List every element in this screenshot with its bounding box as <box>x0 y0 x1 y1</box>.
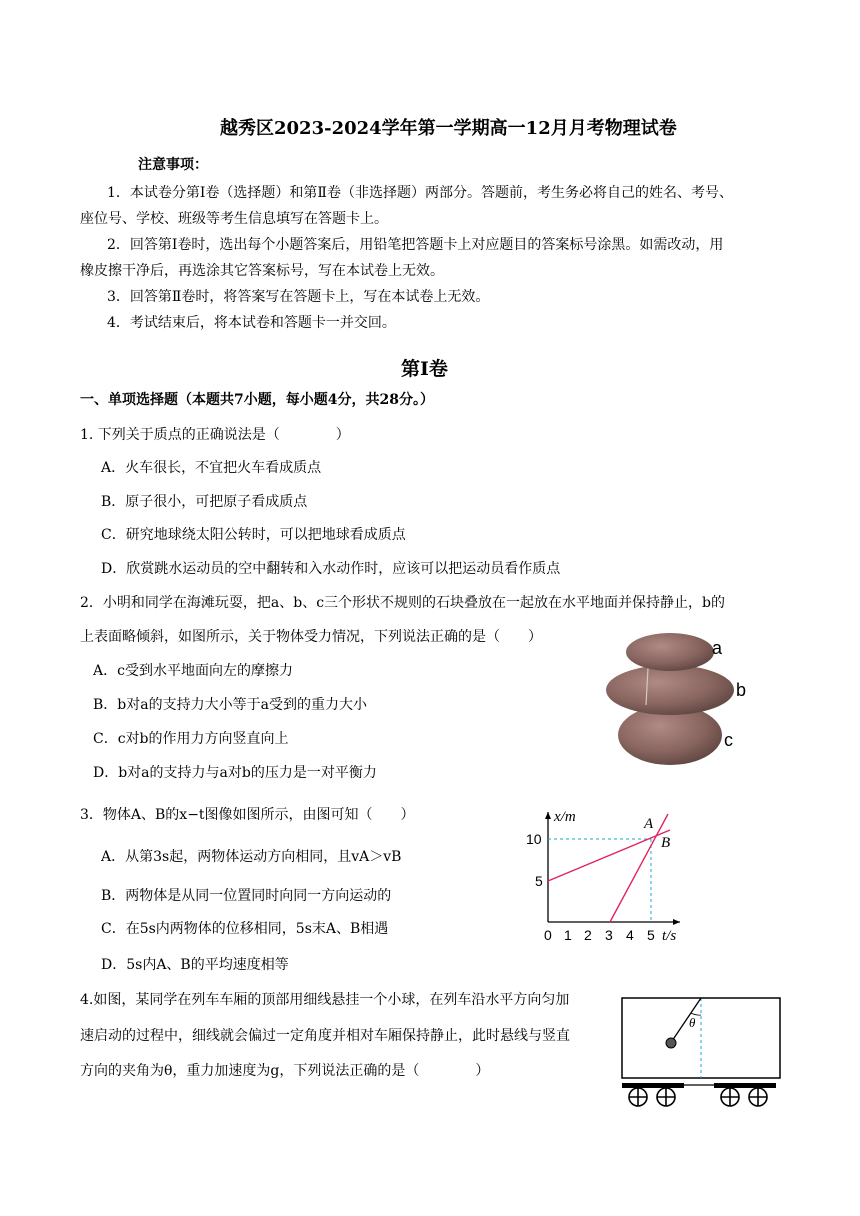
hanging-ball <box>666 1038 676 1048</box>
stone-b <box>606 665 734 715</box>
q2-option-d: D．b对a的支持力与a对b的压力是一对平衡力 <box>93 765 377 781</box>
stone-label-b: b <box>736 680 747 700</box>
x-tick-1: 1 <box>564 927 572 943</box>
y-tick-10: 10 <box>526 831 542 847</box>
y-tick-5: 5 <box>535 873 543 889</box>
x-tick-5: 5 <box>647 927 655 943</box>
x-t-graph <box>520 806 700 946</box>
q3-option-d: D．5s内A、B的平均速度相等 <box>101 957 289 973</box>
q1-option-a: A．火车很长，不宜把火车看成质点 <box>101 460 322 476</box>
part1-heading: 一、单项选择题（本题共7小题，每小题4分，共28分。） <box>80 392 434 408</box>
q2-option-c: C．c对b的作用力方向竖直向上 <box>93 731 289 747</box>
notice-item: 橡皮擦干净后，再选涂其它答案标号，写在本试卷上无效。 <box>80 263 444 279</box>
right-bogie <box>714 1083 776 1088</box>
notice-item: 3．回答第Ⅱ卷时，将答案写在答题卡上，写在本试卷上无效。 <box>107 289 490 305</box>
q2-option-b: B．b对a的支持力大小等于a受到的重力大小 <box>93 697 367 713</box>
line-b <box>548 830 670 881</box>
x-tick-3: 3 <box>605 927 613 943</box>
stone-a <box>626 633 714 671</box>
x-tick-4: 4 <box>626 927 634 943</box>
stacked-stones-figure <box>600 630 770 770</box>
q2-stem-line2: 上表面略倾斜，如图所示，关于物体受力情况，下列说法正确的是（ ） <box>80 629 542 645</box>
line-a <box>610 814 671 922</box>
notice-item: 2．回答第Ⅰ卷时，选出每个小题答案后，用铅笔把答题卡上对应题目的答案标号涂黑。如需改动，用 <box>107 237 724 253</box>
q4-stem-line3: 方向的夹角为θ，重力加速度为g，下列说法正确的是（ ） <box>80 1063 490 1079</box>
x-tick-2: 2 <box>584 927 592 943</box>
q1-stem: 1. 下列关于质点的正确说法是（ ） <box>80 427 350 443</box>
q1-option-b: B．原子很小，可把原子看成质点 <box>101 494 308 510</box>
q3-option-a: A．从第3s起，两物体运动方向相同，且vA＞vB <box>101 849 402 865</box>
section-title: 第Ⅰ卷 <box>401 358 448 380</box>
q4-stem-line2: 速启动的过程中，细线就会偏过一定角度并相对车厢保持静止，此时悬线与竖直 <box>80 1028 570 1044</box>
stone-label-a: a <box>712 638 723 658</box>
x-tick-0: 0 <box>544 927 552 943</box>
q4-stem-line1: 4.如图，某同学在列车车厢的顶部用细线悬挂一个小球，在列车沿水平方向匀加 <box>80 992 570 1008</box>
q1-option-d: D．欣赏跳水运动员的空中翻转和入水动作时，应该可以把运动员看作质点 <box>101 561 561 577</box>
y-axis-label: x/m <box>554 809 576 825</box>
stone-label-c: c <box>724 730 733 750</box>
q3-stem: 3．物体A、B的x−t图像如图所示，由图可知（ ） <box>80 807 415 823</box>
x-axis-label: t/s <box>662 928 677 944</box>
wheels <box>629 1088 767 1106</box>
q2-option-a: A．c受到水平地面向左的摩擦力 <box>93 663 293 679</box>
notice-item: 座位号、学校、班级等考生信息填写在答题卡上。 <box>80 211 388 227</box>
notice-item: 1．本试卷分第Ⅰ卷（选择题）和第Ⅱ卷（非选择题）两部分。答题前，考生务必将自己的姓名、考号、 <box>107 185 733 201</box>
angle-label: θ <box>689 1015 696 1030</box>
q3-option-b: B．两物体是从同一位置同时向同一方向运动的 <box>101 888 392 904</box>
q2-stem-line1: 2．小明和同学在海滩玩耍，把a、b、c三个形状不规则的石块叠放在一起放在水平地面并保持静止，b的 <box>80 595 726 611</box>
train-car-figure <box>618 995 784 1109</box>
line-label-b: B <box>661 835 671 851</box>
notice-heading: 注意事项： <box>138 157 208 173</box>
line-label-a: A <box>644 816 654 832</box>
q1-option-c: C．研究地球绕太阳公转时，可以把地球看成质点 <box>101 527 406 543</box>
exam-title: 越秀区2023-2024学年第一学期高一12月月考物理试卷 <box>220 118 677 139</box>
notice-item: 4．考试结束后，将本试卷和答题卡一并交回。 <box>107 315 396 331</box>
left-bogie <box>622 1083 684 1088</box>
string <box>672 998 701 1041</box>
q3-option-c: C．在5s内两物体的位移相同，5s末A、B相遇 <box>101 921 389 937</box>
